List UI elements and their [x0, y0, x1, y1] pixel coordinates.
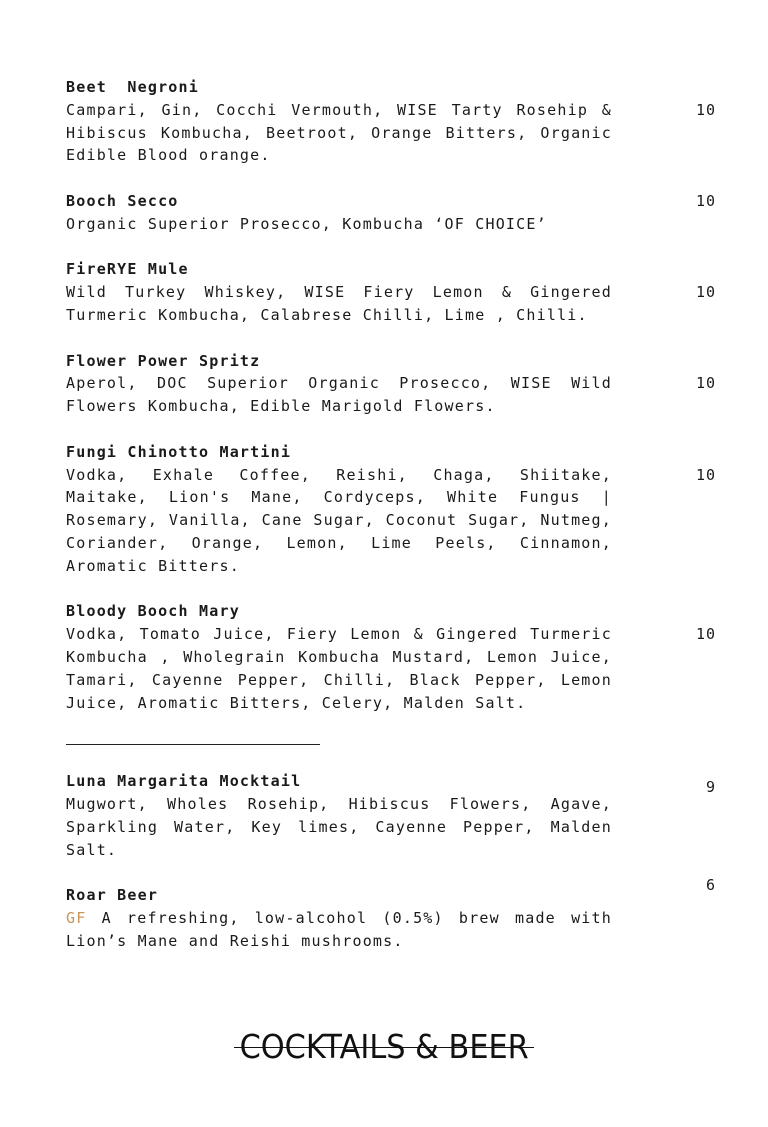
item-price: 10 — [695, 374, 716, 393]
item-name: Booch Secco — [66, 191, 179, 210]
item-price: 10 — [695, 191, 716, 210]
item-price: 10 — [695, 625, 716, 644]
menu-item-beet-negroni — [66, 76, 726, 167]
menu-item-fungi-chinotto-martini — [66, 441, 726, 578]
item-description: Vodka, Tomato Juice, Fiery Lemon & Gingered Turmeric Kombucha , Wholegrain Kombucha Mustard, Lemon Juice, Tamari, Cayenne Pepper, Chilli, Black Pepper, Lemon Juice, Aromatic Bitters, Celery, Malden Salt. — [66, 625, 612, 712]
menu-item-bloody-booch-mary — [66, 600, 726, 714]
item-price: 9 — [705, 778, 716, 797]
menu-item-firerye-mule — [66, 258, 726, 326]
item-price: 10 — [695, 283, 716, 302]
menu-item-roar-beer — [66, 876, 726, 952]
item-description: Organic Superior Prosecco, Kombucha ‘OF CHOICE’ — [66, 214, 547, 233]
item-description — [66, 907, 612, 953]
menu-item-flower-power-spritz — [66, 350, 726, 418]
strike-line — [234, 1047, 534, 1048]
item-name: Beet Negroni — [66, 78, 199, 96]
item-description: Campari, Gin, Cocchi Vermouth, WISE Tarty Rosehip & Hibiscus Kombucha, Beetroot, Orange Bitters, Organic Edible Blood orange. — [66, 100, 612, 165]
item-price: 6 — [705, 876, 716, 895]
item-price: 10 — [695, 100, 716, 119]
menu-item-booch-secco — [66, 190, 726, 236]
footer-title-text: COCKTAILS & BEER — [239, 1027, 529, 1066]
gluten-free-tag: GF — [66, 909, 87, 928]
item-name: Roar Beer — [66, 886, 159, 905]
item-price: 10 — [695, 465, 716, 484]
item-name: Flower Power Spritz — [66, 351, 261, 370]
menu-item-luna-margarita-mocktail — [66, 770, 726, 861]
item-name: Bloody Booch Mary — [66, 602, 240, 621]
menu-footer — [0, 1027, 768, 1067]
item-name: Fungi Chinotto Martini — [66, 442, 292, 461]
item-name: FireRYE Mule — [66, 260, 189, 279]
item-description: Wild Turkey Whiskey, WISE Fiery Lemon & Gingered Turmeric Kombucha, Calabrese Chilli, Lime , Chilli. — [66, 283, 612, 324]
item-description-text: A refreshing, low-alcohol (0.5%) brew made with Lion’s Mane and Reishi mushrooms. — [66, 909, 612, 950]
cocktail-menu — [66, 76, 726, 953]
item-description: Mugwort, Wholes Rosehip, Hibiscus Flowers, Agave, Sparkling Water, Key limes, Cayenne Pepper, Malden Salt. — [66, 795, 612, 859]
item-name: Luna Margarita Mocktail — [66, 772, 302, 791]
item-description: Vodka, Exhale Coffee, Reishi, Chaga, Shiitake, Maitake, Lion's Mane, Cordyceps, White Fungus | Rosemary, Vanilla, Cane Sugar, Coconut Sugar, Nutmeg, Coriander, Orange, Lemon, Lime Peels, Cinnamon, Aromatic Bitters. — [66, 465, 612, 575]
footer-section-title — [239, 1027, 528, 1067]
item-description: Aperol, DOC Superior Organic Prosecco, WISE Wild Flowers Kombucha, Edible Marigold Flowers. — [66, 374, 612, 416]
